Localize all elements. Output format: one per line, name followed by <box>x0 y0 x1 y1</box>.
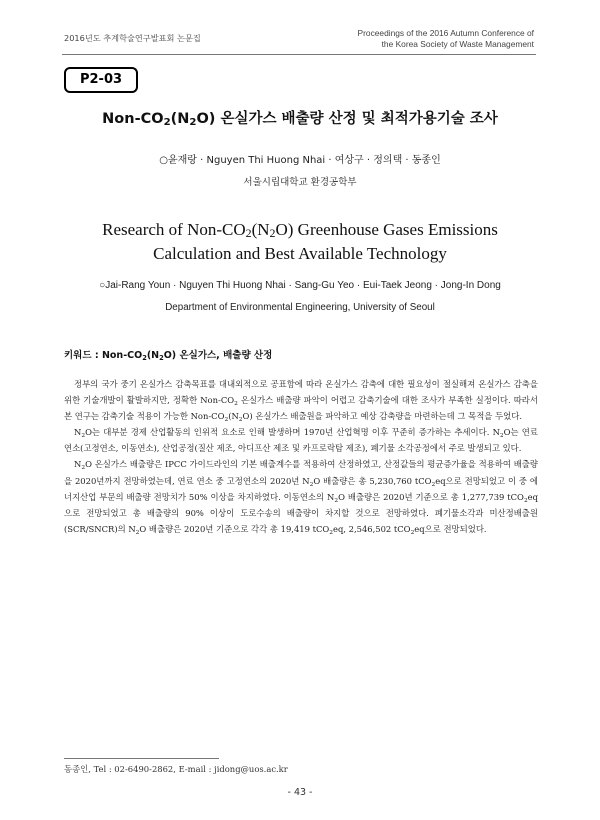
p3-e: O 배출량은 2020년 기준으로 총 1,277,739 tCO <box>338 491 524 502</box>
p3-i: eq으로 전망되었다. <box>414 523 487 534</box>
keywords-pre: Non-CO <box>101 350 143 361</box>
title-ko-pre: Non-CO <box>102 111 164 127</box>
title-english <box>0 218 600 266</box>
affiliation-english: Department of Environmental Engineering, University of Seoul <box>165 302 435 313</box>
page-number: - 43 - <box>287 787 313 798</box>
p1-a: 정부의 국가 중기 온실가스 감축목표를 대내외적으로 공표함에 따라 온실가스 감축에 대한 필요성이 절실해져 온실가스 감축을 위한 기술개발이 활발하지만, 정확한 Non-CO <box>64 379 538 406</box>
title-en-line2: Calculation and Best Available Technology <box>153 244 447 263</box>
p3-sub6: 2 <box>135 529 140 536</box>
authors-english <box>0 280 600 291</box>
p3-sub2: 2 <box>309 481 314 488</box>
p3-g: O 배출량은 2020년 기준으로 각각 총 19,419 tCO <box>139 523 330 534</box>
title-ko-sub2: 2 <box>189 117 197 128</box>
paragraph-2 <box>64 424 538 456</box>
title-en-sub1: 2 <box>245 226 252 240</box>
p3-b: O 온실가스 배출량은 IPCC 가이드라인의 기본 배출계수를 적용하여 산정하였고, 산정값들의 평균증가율을 적용하여 배출량을 2020년까지 전망하였는데, 연료 연소 중 고정연소의 2020년 N <box>64 459 538 486</box>
p2-b: O는 대부분 경제 산업활동의 인위적 요소로 인해 발생하며 1970년 산업혁명 이후 꾸준히 증가하는 추세이다. N <box>85 427 500 438</box>
title-korean <box>0 107 600 128</box>
p3-h: eq, 2,546,502 tCO <box>332 523 411 534</box>
p3-c: O 배출량은 총 5,230,760 tCO <box>313 475 432 486</box>
p3-d: eq으로 전망되었고 이 중 에너지산업 부문의 배출량 전망치가 50% 이상을 차지하였다. 이동연소의 N <box>64 475 539 502</box>
authors-en-names: Jai-Rang Youn · Nguyen Thi Huong Nhai · Sang-Gu Yeo · Eui-Taek Jeong · Jong-In Dong <box>105 280 501 291</box>
title-en-line1 <box>0 218 600 242</box>
presenter-marker: ○ <box>159 155 168 166</box>
title-en-sub2: 2 <box>269 226 276 240</box>
title-en-post: O) Greenhouse Gases Emissions <box>275 220 498 239</box>
p3-sub3: 2 <box>431 481 436 488</box>
running-header-right <box>358 28 534 50</box>
title-en-mid: (N <box>251 220 270 239</box>
p3-sub8: 2 <box>410 529 415 536</box>
p3-sub5: 2 <box>523 497 528 504</box>
p1-d: O) 온실가스 배출원을 파악하고 예상 감축량을 마련하는데 그 목적을 두었다. <box>242 411 522 422</box>
keywords-sub2: 2 <box>159 354 164 362</box>
header-divider <box>62 54 536 55</box>
keywords-label: 키워드 : <box>64 350 102 361</box>
paper-code-badge: P2-03 <box>64 67 138 93</box>
p1-sub1: 2 <box>234 401 238 408</box>
authors-ko-names: 윤재랑 · Nguyen Thi Huong Nhai · 여상구 · 정의택 · 동종인 <box>167 155 441 166</box>
running-header-right-line1: Proceedings of the 2016 Autumn Conference of <box>357 28 534 38</box>
p2-sub2: 2 <box>499 433 504 440</box>
corresponding-author-footnote: 동종인, Tel : 02-6490-2862, E-mail : jidong@uos.ac.kr <box>64 764 288 774</box>
p3-sub7: 2 <box>329 529 333 536</box>
p3-sub1: 2 <box>81 465 86 472</box>
p1-b: 온실가스 배출량 파악이 어렵고 감축기술에 대한 조사가 부족한 실정이다. 따라서 본 연구는 감축기술 적용이 가능한 Non-CO <box>64 395 538 422</box>
p1-c: (N <box>228 411 239 422</box>
p1-sub2: 2 <box>224 417 229 424</box>
p2-a: N <box>74 427 82 438</box>
title-ko-mid: (N <box>170 111 190 127</box>
p3-f: eq으로 전망되었고 총 배출량의 90% 이상이 도로수송의 배출량이 차지할 것으로 전망하였다. 폐기물소각과 미산정배출원(SCR/SNCR)의 N <box>64 491 538 534</box>
keywords <box>64 347 272 361</box>
running-header-left: 2016년도 추계학술연구발표회 논문집 <box>64 33 201 43</box>
title-en-pre: Research of Non-CO <box>102 220 246 239</box>
footnote-divider <box>64 758 219 759</box>
title-ko-sub1: 2 <box>163 117 171 128</box>
p3-sub4: 2 <box>334 497 339 504</box>
p3-a: N <box>74 459 82 470</box>
p1-sub3: 2 <box>238 417 243 424</box>
presenter-marker-en: ○ <box>99 280 106 291</box>
authors-korean <box>0 151 600 166</box>
keywords-mid: (N <box>146 350 160 361</box>
abstract-body <box>64 376 538 537</box>
keywords-sub1: 2 <box>142 354 147 362</box>
p2-sub1: 2 <box>81 433 86 440</box>
keywords-post: O) 온실가스, 배출량 산정 <box>163 350 273 361</box>
paragraph-3 <box>64 456 538 536</box>
running-header-right-line2: the Korea Society of Waste Management <box>381 39 534 49</box>
affiliation-korean: 서울시립대학교 환경공학부 <box>243 177 357 188</box>
title-ko-post: O) 온실가스 배출량 산정 및 최적가용기술 조사 <box>196 111 498 127</box>
paragraph-1 <box>64 376 538 424</box>
p2-c: O는 연료 연소(고정연소, 이동연소), 산업공정(질산 제조, 아디프산 제조 및 카프로락탐 제조), 폐기물 소각공정에서 주로 발생되고 있다. <box>64 427 538 454</box>
